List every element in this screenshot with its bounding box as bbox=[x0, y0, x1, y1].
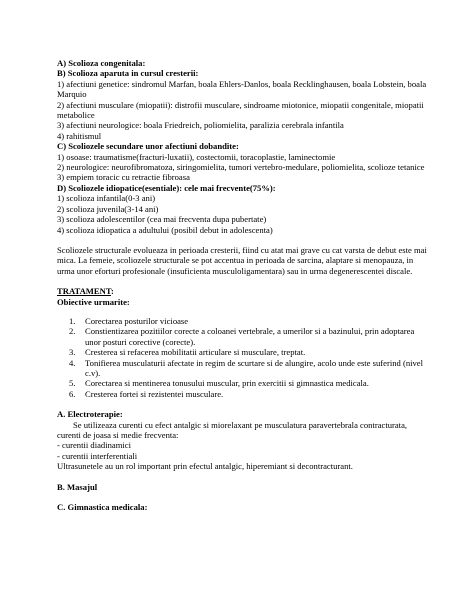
document-body bbox=[57, 58, 429, 512]
electrotherapy-heading: A. Electroterapie: bbox=[57, 409, 123, 420]
list-item: - curentii diadinamici bbox=[57, 440, 131, 451]
list-item bbox=[57, 347, 429, 357]
list-item bbox=[57, 326, 429, 347]
list-item: 3) empiem toracic cu retractie fibroasa bbox=[57, 172, 190, 183]
list-item-text: Corectarea si mentinerea tonusului muscular, prin exercitii si gimnastica medicala. bbox=[85, 378, 369, 389]
electrotherapy-intro-text: Se utilizeaza curenti cu efect antalgic si miorelaxant pe musculatura paravertebrala contracturata, curenti de joasa si medie frecventa: bbox=[57, 419, 408, 440]
list-item-number: 2. bbox=[69, 326, 76, 337]
list-item: 4) scolioza idiopatica a adultului (posibil debut in adolescenta) bbox=[57, 224, 273, 235]
list-item: 1) osoase: traumatisme(fracturi-luxatii), costectomii, toracoplastie, laminectomie bbox=[57, 151, 336, 162]
list-item: 2) neurologice: neurofibromatoza, siringomielita, tumori vertebro-medulare, poliomielita, scolioze tetanice bbox=[57, 162, 425, 173]
list-item: - curentii interferentiali bbox=[57, 450, 138, 461]
list-item-text: Cresterea si refacerea mobilitatii articulare si musculare, treptat. bbox=[85, 347, 306, 358]
list-item: 2) scolioza juvenila(3-14 ani) bbox=[57, 203, 159, 214]
list-item-number: 6. bbox=[69, 388, 76, 399]
electrotherapy-intro bbox=[57, 420, 429, 441]
list-item bbox=[57, 358, 429, 379]
heading-growth-scoliosis: B) Scolioza aparuta in cursul cresterii: bbox=[57, 68, 199, 79]
massage-heading: B. Masajul bbox=[57, 481, 98, 492]
indent bbox=[57, 420, 73, 430]
medical-gymnastics-heading: C. Gimnastica medicala: bbox=[57, 502, 148, 513]
list-item-text: Corectarea posturilor vicioase bbox=[85, 315, 189, 326]
list-item-number: 5. bbox=[69, 378, 76, 389]
list-item-text: Cresterea fortei si rezistentei musculare. bbox=[85, 388, 224, 399]
treatment-title-colon: : bbox=[110, 286, 114, 297]
list-item: 1) afectiuni genetice: sindromul Marfan, boala Ehlers-Danlos, boala Recklinghausen, boala Lobstein, boala Marquio bbox=[57, 78, 427, 100]
list-item: 3) scolioza adolescentilor (cea mai frecventa dupa pubertate) bbox=[57, 214, 267, 225]
treatment-title bbox=[57, 286, 429, 296]
list-item-number: 3. bbox=[69, 347, 76, 358]
list-item: 3) afectiuni neurologice: boala Friedreich, poliomielita, paralizia cerebrala infantila bbox=[57, 120, 344, 131]
evolution-paragraph: Scoliozele structurale evolueaza in perioada cresterii, fiind cu atat mai grave cu cat varsta de debut este mai mica. La femeie, scoliozele structurale se pot accentua in perioada de sarcina, alaptare si menopauza, in urma unor eforturi profesionale (insuficienta musculoligamentara) sau in urma degenerescentei discale. bbox=[57, 244, 427, 276]
list-item bbox=[57, 378, 429, 388]
list-item: 4) rahitismul bbox=[57, 130, 102, 141]
list-item-number: 4. bbox=[69, 357, 76, 368]
list-item: 1) scolioza infantila(0-3 ani) bbox=[57, 193, 156, 204]
list-item-number: 1. bbox=[69, 315, 76, 326]
objectives-heading: Obiective urmarite: bbox=[57, 296, 130, 307]
list-item: 2) afectiuni musculare (miopatii): distrofii musculare, sindroame miotonice, miopatii congenitale, miopatii metabolice bbox=[57, 99, 424, 121]
treatment-title-text: TRATAMENT bbox=[57, 286, 111, 297]
objectives-list bbox=[57, 316, 429, 399]
heading-congenital-scoliosis: A) Scolioza congenitala: bbox=[57, 58, 146, 68]
heading-secondary-scoliosis: C) Scoliozele secundare unor afectiuni dobandite: bbox=[57, 141, 239, 152]
list-item bbox=[57, 389, 429, 399]
ultrasound-note: Ultrasunetele au un rol important prin efectul antalgic, hiperemiant si decontracturant. bbox=[57, 461, 353, 472]
list-item-text: Tonifierea musculaturii afectate in regim de scurtare si de alungire, acolo unde este suferind (nivel c.v). bbox=[85, 357, 423, 378]
list-item bbox=[57, 316, 429, 326]
heading-idiopathic-scoliosis: D) Scoliozele idiopatice(esentiale): cele mai frecvente(75%): bbox=[57, 182, 276, 193]
list-item-text: Constientizarea pozitiilor corecte a coloanei vertebrale, a umerilor si a bazinului, prin adoptarea unor posturi corective (corecte). bbox=[85, 326, 415, 347]
